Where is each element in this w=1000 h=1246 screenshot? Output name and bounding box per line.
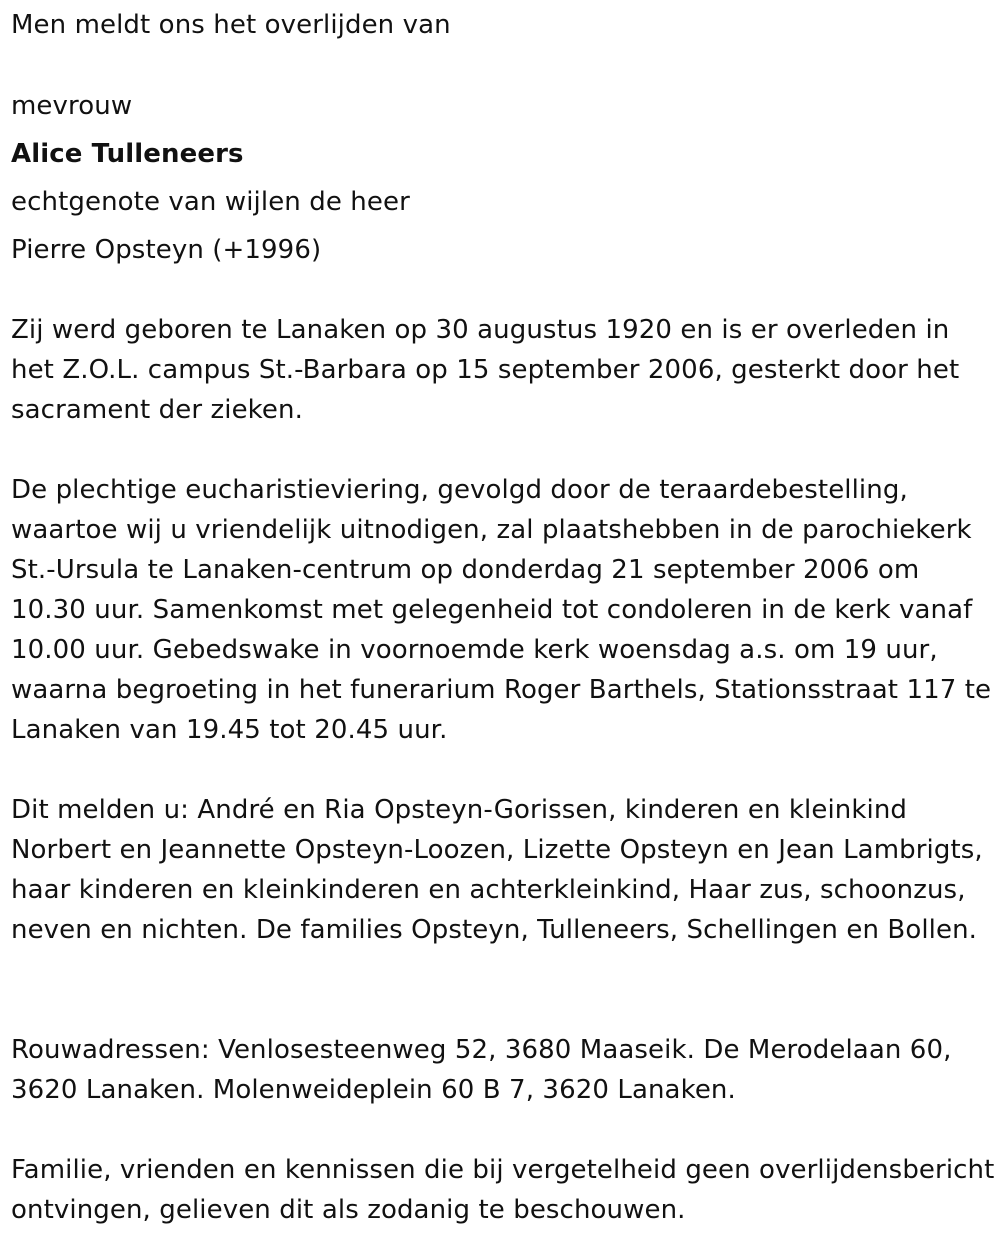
birth-death-paragraph: Zij werd geboren te Lanaken op 30 augustus 1920 en is er overleden in het Z.O.L. campus St.-Barbara op 15 september 2006, gesterkt door het sacrament der zieken. (11, 315, 960, 425)
deceased-name: Alice Tulleneers (11, 139, 244, 169)
relation-line: echtgenote van wijlen de heer (11, 187, 410, 217)
ceremony-paragraph: De plechtige eucharistieviering, gevolgd door de teraardebestelling, waartoe wij u vriendelijk uitnodigen, zal plaatshebben in de parochiekerk St.-Ursula te Lanaken-centrum op donderdag 21 september 2006 om 10.30 uur. Samenkomst met gelegenheid tot condoleren in de kerk vanaf 10.00 uur. Gebedswake in voornoemde kerk woensdag a.s. om 19 uur, waarna begroeting in het funerarium Roger Barthels, Stationsstraat 117 te Lanaken van 19.45 tot 20.45 uur. (11, 475, 992, 745)
addresses-paragraph: Rouwadressen: Venlosesteenweg 52, 3680 Maaseik. De Merodelaan 60, 3620 Lanaken. Molenweideplein 60 B 7, 3620 Lanaken. (11, 1035, 952, 1105)
family-paragraph: Dit melden u: André en Ria Opsteyn-Gorissen, kinderen en kleinkind Norbert en Jeannette Opsteyn-Loozen, Lizette Opsteyn en Jean Lambrigts, haar kinderen en kleinkinderen en achterkleinkind, Haar zus, schoonzus, neven en nichten. De families Opsteyn, Tulleneers, Schellingen en Bollen. (11, 795, 983, 945)
spouse-line: Pierre Opsteyn (+1996) (11, 235, 322, 265)
closing-paragraph: Familie, vrienden en kennissen die bij vergetelheid geen overlijdensbericht ontvingen, gelieven dit als zodanig te beschouwen. (11, 1155, 995, 1225)
intro-line: Men meldt ons het overlijden van (11, 10, 451, 40)
salutation: mevrouw (11, 91, 133, 121)
